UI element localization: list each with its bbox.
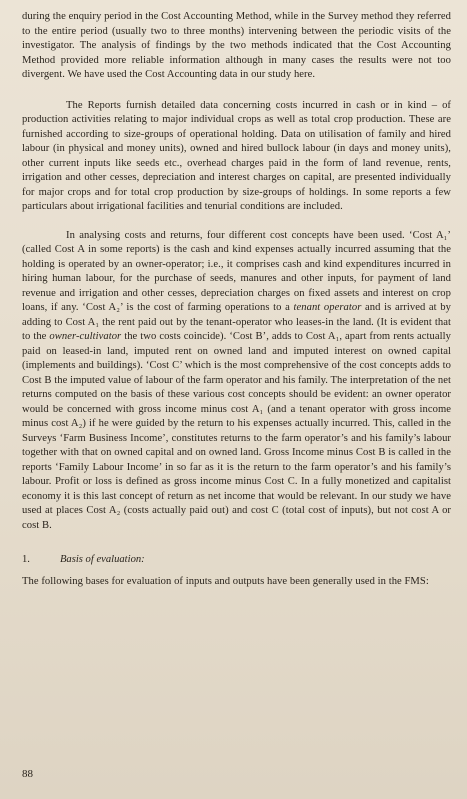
section-number: 1. xyxy=(22,554,30,565)
section-title: Basis of evaluation: xyxy=(59,554,145,565)
paragraph-reports-data: The Reports furnish detailed data concerning costs incurred in cash or in kind – of production activities relating to major individual crops as well as total crop production. These are furnished according to size-groups of operational holding. Data on utilisation of family and hired labour (in physical and money units), owned and hired bullock labour (in days and money units), other current inputs like seeds etc., overhead charges paid in the form of land revenue, rents, irrigation and other cesses, depreciation and interest charges on capital, are presented individually for major crops and for total crop production by size-groups of holdings. In some reports a few particulars about irrigational facilities and tenurial conditions are included. xyxy=(22,99,451,212)
paragraph-cost-concepts xyxy=(22,229,451,534)
cost-concepts-text-2: and is arrived at by adding to Cost A₁ the rent paid out by the tenant-operator who leases-in the land. (It is evident that to the xyxy=(22,302,451,342)
term-owner-cultivator: owner-cultivator xyxy=(49,331,122,342)
page-number: 88 xyxy=(22,768,33,780)
paragraph-evaluation-bases: The following bases for evaluation of inputs and outputs have been generally used in the FMS: xyxy=(22,575,429,587)
term-tenant-operator: tenant operator xyxy=(293,302,362,313)
paragraph-survey-method: during the enquiry period in the Cost Accounting Method, while in the Survey method they referred to the entire period (usually two to three months) intervening between the periodic visits of the investigator. The analysis of findings by the two methods indicated that the Cost Accounting Method provided more reliable information although in many cases the results were not too divergent. We have used the Cost Accounting data in our study here. xyxy=(22,11,451,80)
cost-concepts-text-3: the two costs coincide). ‘Cost B’, adds to Cost A₁, apart from rents actually paid on leased-in land, imputed rent on owned land and imputed interest on owned capital (implements and buildings). ‘Cost C’ which is the most comprehensive of the cost concepts adds to Cost B the imputed value of labour of the farm operator and his family. The interpretation of the net returns computed on the basis of these various cost concepts should be evident: an owner operator would be concerned with gross income minus cost A₁ (and a tenant operator with gross income minus cost A₂) if he were guided by the return to his expenses actually incurred. This, called in the Surveys ‘Farm Business Income’, constitutes returns to the farm operator’s and his family’s labour together with that on owned capital and on owned land. Gross Income minus Cost B is called in the reports ‘Family Labour Income’ in so far as it is the return to the farm operator’s and his family’s labour. Profit or loss is defined as gross income minus Cost C. In a fully monetized and capitalist economy it is this last concept of return as net income that would be relevant. In our study we have used at places Cost A₂ (costs actually paid out) and cost C (total cost of inputs), but not cost A or cost B. xyxy=(22,331,451,531)
section-heading xyxy=(22,553,451,568)
cost-concepts-text-1: In analysing costs and returns, four different cost concepts have been used. ‘Cost A₁’ (called Cost A in some reports) is the cash and kind expenses actually incurred assuming that the holding is operated by an owner-operator; i.e., it comprises cash and kind expenditures incurred in hiring human labour, for the purchase of seeds, manures and other inputs, for payment of land revenue and irrigation and other cesses, depreciation charges on fixed assets and interest on crop loans, if any. ‘Cost A₂’ is the cost of farming operations to a xyxy=(22,229,451,313)
